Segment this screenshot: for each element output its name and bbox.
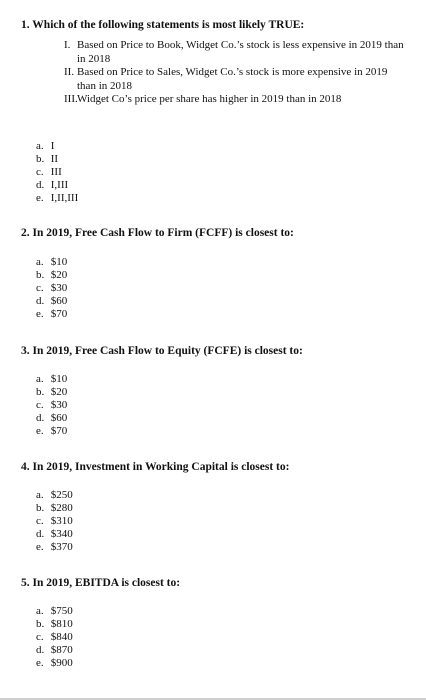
question-3-title: 3. In 2019, Free Cash Flow to Equity (FCFE) is closest to: [21,345,303,357]
option-letter: d. [36,528,45,540]
option-c [36,282,67,295]
option-e [36,192,78,205]
question-2-title: 2. In 2019, Free Cash Flow to Firm (FCFF) is closest to: [21,227,294,239]
option-text: $10 [50,256,68,268]
option-letter: e. [36,657,44,669]
option-b [36,269,67,282]
option-letter: b. [36,502,45,514]
option-text: I [50,140,55,152]
option-text: $900 [50,657,73,669]
option-letter: b. [36,269,45,281]
option-text: $20 [50,269,68,281]
option-text: $250 [50,489,73,501]
option-letter: e. [36,192,44,204]
option-letter: e. [36,425,44,437]
option-text: $10 [50,373,68,385]
question-3-options [36,373,67,438]
option-letter: c. [36,399,44,411]
option-text: $60 [50,412,68,424]
question-1-title: 1. Which of the following statements is most likely TRUE: [21,19,305,31]
option-b [36,153,78,166]
option-c [36,166,78,179]
question-2-options [36,256,67,321]
option-text: I,II,III [50,192,79,204]
option-letter: c. [36,166,44,178]
option-a [36,605,73,618]
option-letter: b. [36,618,45,630]
statement-text: Based on Price to Sales, Widget Co.’s stock is more expensive in 2019 than in 2018 [77,66,388,92]
option-letter: d. [36,295,45,307]
option-text: II [50,153,59,165]
option-letter: a. [36,605,44,617]
option-text: $280 [50,502,73,514]
option-letter: c. [36,515,44,527]
option-text: $750 [50,605,73,617]
option-text: $840 [50,631,73,643]
statement-text: Based on Price to Book, Widget Co.’s stock is less expensive in 2019 than in 2018 [77,39,404,65]
option-text: $70 [50,425,68,437]
option-a [36,140,78,153]
option-d [36,528,73,541]
question-5-title: 5. In 2019, EBITDA is closest to: [21,577,181,589]
statement-text: Widget Co’s price per share has higher in 2019 than in 2018 [77,93,342,105]
option-text: $310 [50,515,73,527]
question-1-options [36,140,78,205]
option-a [36,373,67,386]
option-d [36,179,78,192]
question-5-options [36,605,73,670]
option-e [36,425,67,438]
option-letter: c. [36,282,44,294]
option-e [36,541,73,554]
option-text: III [50,166,62,178]
option-letter: a. [36,489,44,501]
statement-number: I. [64,39,71,51]
option-letter: a. [36,373,44,385]
option-b [36,502,73,515]
option-b [36,618,73,631]
statement-number: III. [64,93,78,105]
option-letter: e. [36,541,44,553]
option-c [36,399,67,412]
option-text: $370 [50,541,73,553]
option-e [36,308,67,321]
option-letter: e. [36,308,44,320]
option-letter: a. [36,256,44,268]
option-text: I,III [50,179,69,191]
option-c [36,515,73,528]
option-letter: d. [36,644,45,656]
statement-3 [64,93,404,107]
option-d [36,412,67,425]
question-4-title: 4. In 2019, Investment in Working Capital is closest to: [21,461,290,473]
option-letter: d. [36,179,45,191]
option-a [36,489,73,502]
option-text: $70 [50,308,68,320]
option-text: $60 [50,295,68,307]
option-a [36,256,67,269]
option-text: $30 [50,282,68,294]
option-text: $870 [50,644,73,656]
option-d [36,644,73,657]
option-letter: c. [36,631,44,643]
option-e [36,657,73,670]
option-letter: d. [36,412,45,424]
option-c [36,631,73,644]
question-4-options [36,489,73,554]
option-letter: b. [36,386,45,398]
option-d [36,295,67,308]
option-b [36,386,67,399]
option-letter: b. [36,153,45,165]
option-text: $810 [50,618,73,630]
statement-number: II. [64,66,75,78]
option-text: $30 [50,399,68,411]
question-1-statements [64,39,404,107]
option-letter: a. [36,140,44,152]
option-text: $20 [50,386,68,398]
option-text: $340 [50,528,73,540]
statement-1 [64,39,404,66]
statement-2 [64,66,404,93]
